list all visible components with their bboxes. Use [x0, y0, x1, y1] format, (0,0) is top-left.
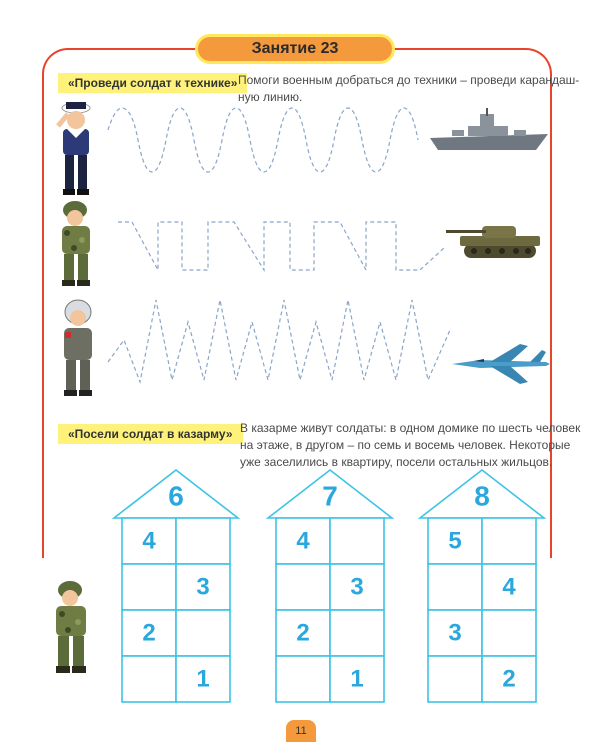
apartment-count: 1: [350, 665, 364, 693]
house-total: 7: [322, 480, 338, 512]
house-grid: [122, 518, 230, 702]
apartment-count: 2: [296, 619, 310, 647]
page-number: 11: [286, 720, 316, 742]
house-eight: [418, 468, 546, 704]
apartment-count: 2: [142, 619, 156, 647]
soldier-standing-illustration: [46, 580, 96, 676]
apartment-count: 4: [502, 573, 516, 601]
task2-text: [240, 420, 580, 471]
sine-tracing-path: [108, 108, 418, 172]
house-total: 6: [168, 480, 184, 512]
task2-text-line: на этаже, в другом – по семь и восемь человек. Некоторые: [240, 438, 571, 452]
apartment-count: 4: [142, 527, 156, 555]
apartment-count: 5: [448, 527, 462, 555]
task2-text-line: уже заселились в квартиру, посели остальных жильцов.: [240, 455, 553, 469]
house-six: [112, 468, 240, 704]
zigzag-tracing-path: [108, 300, 450, 382]
task1-label: «Проведи солдат к технике»: [58, 73, 247, 93]
apartment-count: 3: [196, 573, 210, 601]
house-total: 8: [474, 480, 490, 512]
square-tracing-path: [118, 222, 444, 270]
apartment-count: 2: [502, 665, 516, 693]
house-grid: [428, 518, 536, 702]
task2-label: «Посели солдат в казарму»: [58, 424, 243, 444]
apartment-count: 3: [350, 573, 364, 601]
task1-text-line: Помоги военным добраться до техники – проведи карандаш-: [238, 73, 580, 87]
house-grid: [276, 518, 384, 702]
task1-text-line: ную линию.: [238, 90, 303, 104]
house-seven: [266, 468, 394, 704]
apartment-count: 1: [196, 665, 210, 693]
task2-text-line: В казарме живут солдаты: в одном домике по шесть человек: [240, 421, 581, 435]
apartment-count: 3: [448, 619, 462, 647]
apartment-count: 4: [296, 527, 310, 555]
lesson-title: Занятие 23: [195, 34, 395, 64]
